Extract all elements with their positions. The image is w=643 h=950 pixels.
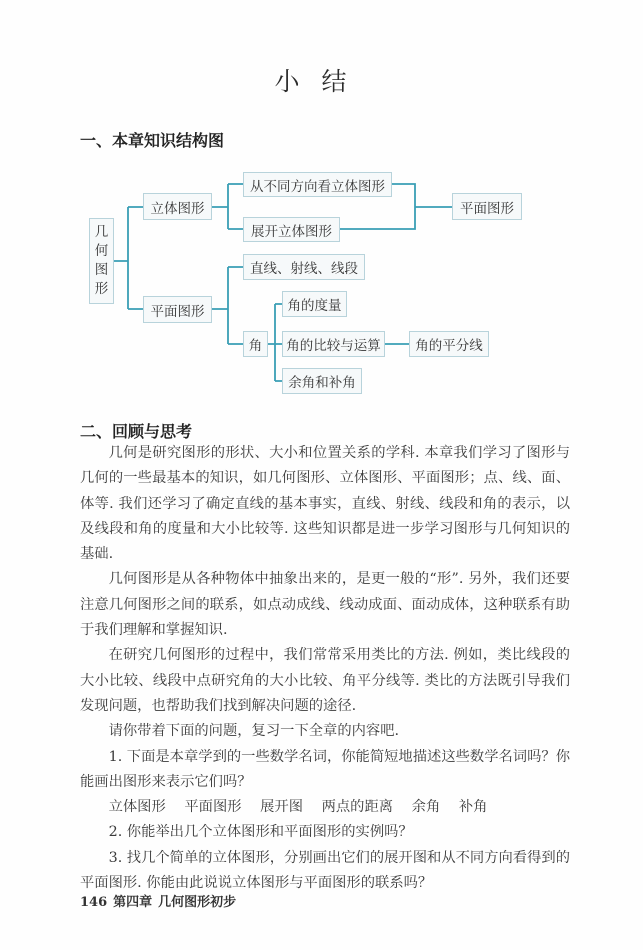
- diagram-node-complementary: 余角和补角: [282, 368, 362, 394]
- section-heading-review: 二、回顾与思考: [80, 422, 193, 441]
- diagram-node-unfold: 展开立体图形: [243, 217, 340, 242]
- term: 两点的距离: [321, 799, 394, 816]
- paragraph: 几何图形是从各种物体中抽象出来的，是更一般的“形”. 另外，我们还要注意几何图形之间的联系，如点动成线、线动成面、面动成体，这种联系有助于我们理解和掌握知识.: [80, 571, 570, 639]
- paragraph: 请你带着下面的问题，复习一下全章的内容吧.: [108, 723, 400, 740]
- term: 平面图形: [184, 799, 242, 816]
- term: 立体图形: [108, 799, 166, 816]
- diagram-node-angle: 角: [243, 331, 268, 357]
- diagram-node-angle-compare: 角的比较与运算: [282, 331, 385, 357]
- diagram-node-angle-bisector: 角的平分线: [409, 331, 489, 357]
- paragraph: 在研究几何图形的过程中，我们常常采用类比的方法. 例如，类比线段的大小比较、线段中点研究角的大小比较、角平分线等. 类比的方法既引导我们发现问题，也帮助我们找到解决问题的途径.: [80, 647, 570, 714]
- question-2: 2. 你能举出几个立体图形和平面图形的实例吗？: [108, 824, 413, 841]
- review-text: [80, 441, 570, 896]
- chapter-label: 第四章: [113, 895, 153, 910]
- node-char: 图: [94, 262, 109, 278]
- diagram-node-view: 从不同方向看立体图形: [243, 172, 392, 197]
- diagram-node-plane-result: 平面图形: [452, 193, 522, 220]
- diagram-node-angle-measure: 角的度量: [282, 291, 347, 317]
- diagram-node-geometry: [89, 218, 114, 304]
- node-char: 几: [94, 224, 109, 240]
- diagram-node-lines: 直线、射线、线段: [243, 254, 365, 280]
- section-heading-structure: 一、本章知识结构图: [80, 131, 225, 150]
- diagram-node-solid: 立体图形: [143, 193, 212, 220]
- page-number: 146: [80, 895, 108, 910]
- term: 余角: [411, 799, 441, 816]
- diagram-node-plane: 平面图形: [143, 296, 212, 323]
- diagram-connectors: [0, 0, 643, 420]
- paragraph: 几何是研究图形的形状、大小和位置关系的学科. 本章我们学习了图形与几何的一些最基本的知识，如几何图形、立体图形、平面图形；点、线、面、体等. 我们还学习了确定直线的基本事实，直线、射线、线段和角的表示，以及线段和角的度量和大小比较等. 这些知识都是进一步学习图形与几何知识的基础.: [80, 445, 570, 563]
- term-list: [80, 795, 570, 820]
- term: 补角: [458, 799, 488, 816]
- page-footer: [80, 891, 242, 910]
- node-char: 何: [94, 243, 109, 259]
- term: 展开图: [260, 799, 304, 816]
- question-3: 3. 找几个简单的立体图形，分别画出它们的展开图和从不同方向看得到的平面图形. 你能由此说说立体图形与平面图形的联系吗？: [80, 849, 570, 892]
- chapter-title: 几何图形初步: [158, 895, 237, 910]
- node-char: 形: [94, 281, 109, 297]
- question-1: 1. 下面是本章学到的一些数学名词，你能简短地描述这些数学名词吗？你能画出图形来表示它们吗？: [80, 748, 570, 790]
- page-title: 小结: [274, 67, 369, 96]
